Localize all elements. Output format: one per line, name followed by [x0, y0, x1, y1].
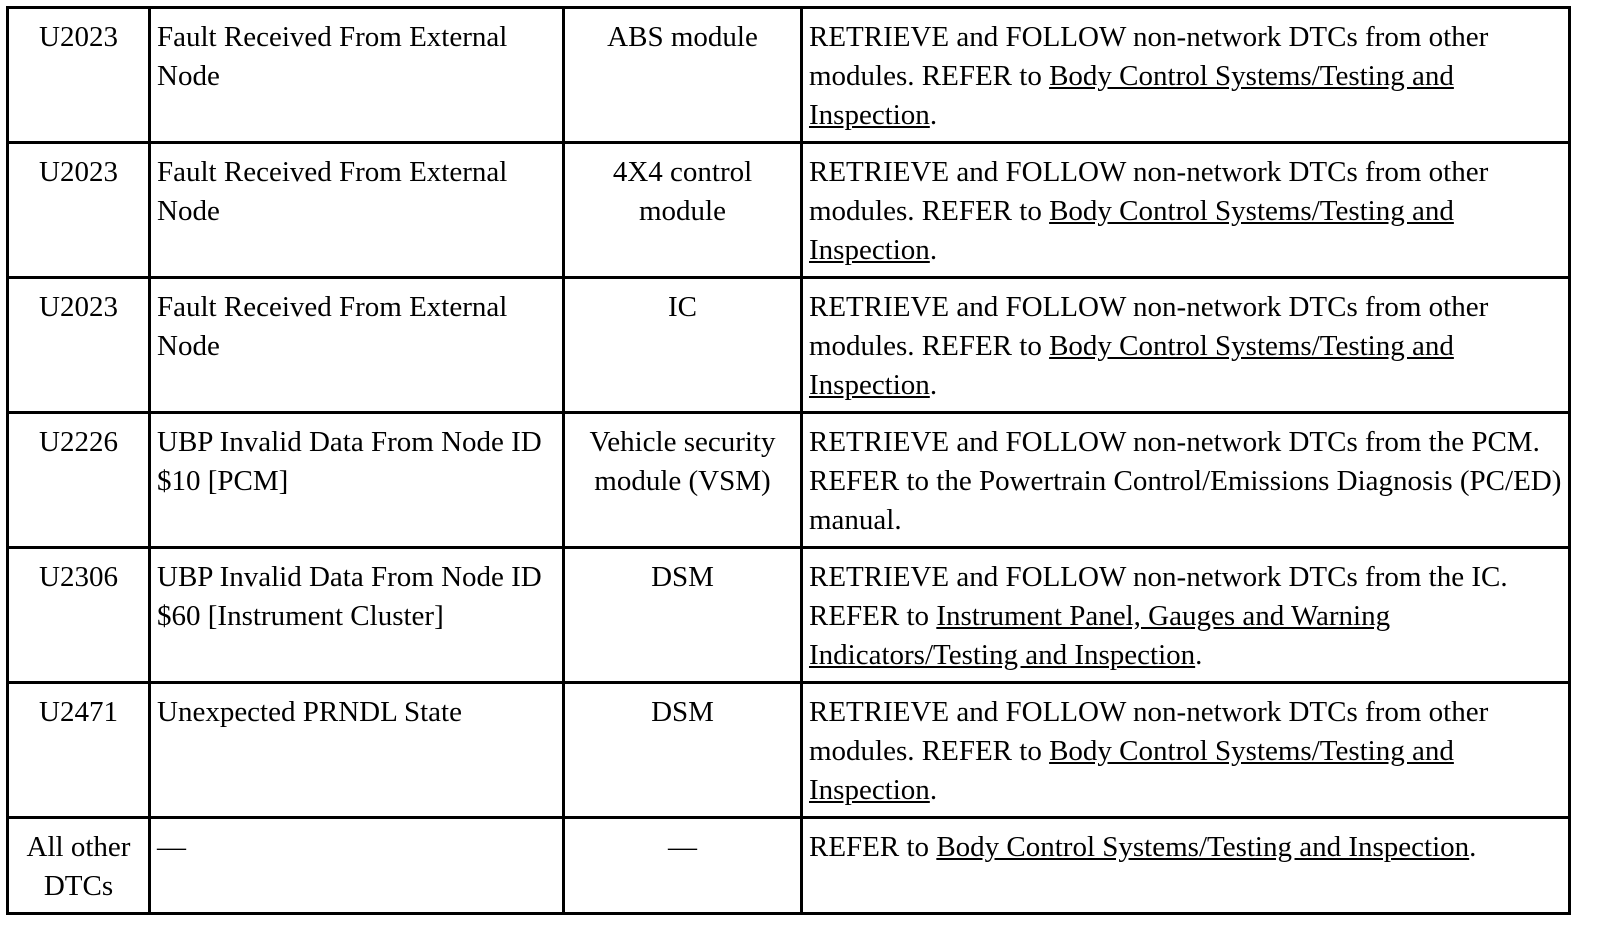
action-text-end: .	[929, 234, 938, 266]
dtc-code-cell: U2471	[8, 683, 150, 818]
table-row	[8, 8, 1570, 143]
action-cell	[802, 683, 1570, 818]
source-module-cell: Vehicle security module (VSM)	[564, 413, 802, 548]
reference-link[interactable]: Body Control Systems/Testing and Inspection	[809, 735, 1454, 806]
action-cell	[802, 548, 1570, 683]
source-module-cell: IC	[564, 278, 802, 413]
dtc-description-cell: Fault Received From External Node	[150, 143, 564, 278]
table-row	[8, 818, 1570, 914]
dtc-code-cell: U2226	[8, 413, 150, 548]
table-row	[8, 683, 1570, 818]
action-text: RETRIEVE and FOLLOW non-network DTCs from other modules. REFER to	[809, 696, 1489, 767]
dtc-description-cell: Fault Received From External Node	[150, 278, 564, 413]
dtc-description-cell: UBP Invalid Data From Node ID $10 [PCM]	[150, 413, 564, 548]
action-cell	[802, 278, 1570, 413]
action-text: RETRIEVE and FOLLOW non-network DTCs from the PCM. REFER to the Powertrain Control/Emissions Diagnosis (PC/ED) manual.	[809, 426, 1562, 536]
action-text-end: .	[929, 774, 938, 806]
action-text-end: .	[1469, 831, 1477, 863]
dtc-code-cell: U2023	[8, 278, 150, 413]
table-row	[8, 413, 1570, 548]
action-text: RETRIEVE and FOLLOW non-network DTCs from other modules. REFER to	[809, 291, 1489, 362]
source-module-cell: DSM	[564, 683, 802, 818]
reference-link[interactable]: Body Control Systems/Testing and Inspection	[809, 60, 1454, 131]
table-row	[8, 548, 1570, 683]
reference-link[interactable]: Body Control Systems/Testing and Inspection	[809, 195, 1454, 266]
dtc-code-cell: U2023	[8, 8, 150, 143]
dtc-code-cell: U2023	[8, 143, 150, 278]
source-module-cell: 4X4 control module	[564, 143, 802, 278]
table-row	[8, 278, 1570, 413]
dtc-code-cell: All other DTCs	[8, 818, 150, 914]
source-module-cell: —	[564, 818, 802, 914]
reference-link[interactable]: Body Control Systems/Testing and Inspection	[809, 330, 1454, 401]
action-cell	[802, 143, 1570, 278]
action-cell	[802, 8, 1570, 143]
dtc-description-cell: UBP Invalid Data From Node ID $60 [Instrument Cluster]	[150, 548, 564, 683]
action-text: RETRIEVE and FOLLOW non-network DTCs from the IC. REFER to	[809, 561, 1508, 632]
action-text-end: .	[1195, 639, 1203, 671]
dtc-table	[6, 6, 1571, 915]
action-text: RETRIEVE and FOLLOW non-network DTCs from other modules. REFER to	[809, 156, 1489, 227]
action-text: RETRIEVE and FOLLOW non-network DTCs from other modules. REFER to	[809, 21, 1489, 92]
action-cell	[802, 413, 1570, 548]
source-module-cell: DSM	[564, 548, 802, 683]
reference-link[interactable]: Instrument Panel, Gauges and Warning Indicators/Testing and Inspection	[809, 600, 1391, 671]
table-row	[8, 143, 1570, 278]
dtc-code-cell: U2306	[8, 548, 150, 683]
action-text-end: .	[929, 99, 938, 131]
action-cell	[802, 818, 1570, 914]
dtc-description-cell: Fault Received From External Node	[150, 8, 564, 143]
action-text-end: .	[929, 369, 938, 401]
action-text: REFER to	[809, 831, 937, 863]
reference-link[interactable]: Body Control Systems/Testing and Inspection	[936, 831, 1470, 863]
dtc-description-cell: —	[150, 818, 564, 914]
dtc-description-cell: Unexpected PRNDL State	[150, 683, 564, 818]
source-module-cell: ABS module	[564, 8, 802, 143]
